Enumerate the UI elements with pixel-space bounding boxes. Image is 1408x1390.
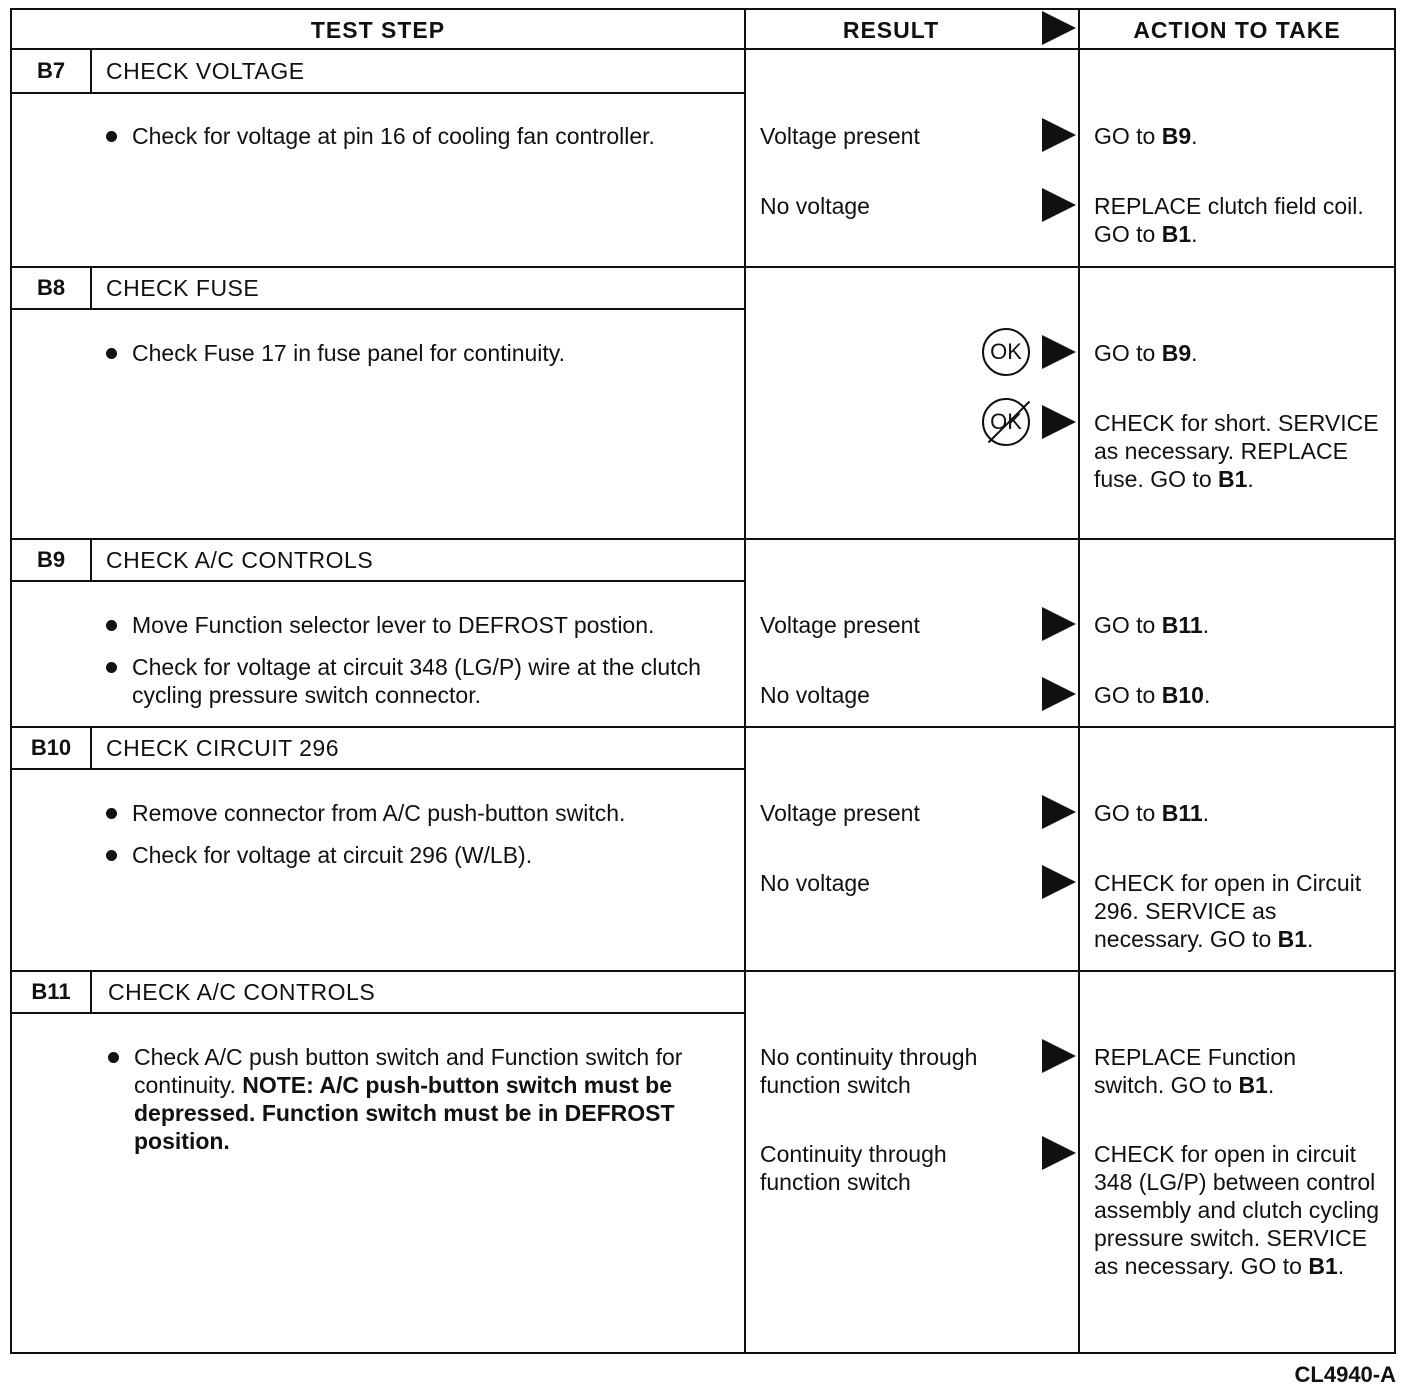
result-text: Continuity through function switch	[760, 1141, 947, 1195]
step-id: B7	[36, 58, 66, 83]
step-title: CHECK VOLTAGE	[106, 58, 305, 84]
result-text: No voltage	[760, 682, 870, 708]
result-text: Voltage present	[760, 123, 920, 149]
action-text: GO to B11.	[1094, 612, 1210, 638]
step-title: CHECK A/C CONTROLS	[108, 979, 376, 1005]
action-text: CHECK for open in Circuit 296. SERVICE as necessary. GO to B1.	[1094, 870, 1362, 952]
action-text: GO to B11.	[1094, 800, 1210, 826]
step-bullet: Check Fuse 17 in fuse panel for continuity.	[104, 339, 762, 367]
figure-code: CL4940-A	[1294, 1362, 1396, 1387]
result-arrow-icon	[1042, 1136, 1076, 1170]
result-arrow-icon	[1042, 607, 1076, 641]
header-action: ACTION TO TAKE	[1133, 17, 1341, 43]
result-text: No continuity through function switch	[760, 1044, 978, 1098]
action-text: GO to B10.	[1094, 682, 1211, 708]
step-id: B8	[36, 275, 66, 300]
action-text: CHECK for short. SERVICE as necessary. REPLACE fuse. GO to B1.	[1094, 410, 1379, 492]
action-text: REPLACE Function switch. GO to B1.	[1094, 1044, 1296, 1098]
result-arrow-icon	[1042, 677, 1076, 711]
action-text: GO to B9.	[1094, 123, 1198, 149]
step-bullet: Check A/C push button switch and Function switch for continuity. NOTE: A/C push-button switch must be depressed. Function switch must be in DEFROST position.	[106, 1043, 734, 1155]
action-text: GO to B9.	[1094, 340, 1198, 366]
result-arrow-icon	[1042, 188, 1076, 222]
step-bullet: Check for voltage at circuit 296 (W/LB).	[104, 841, 762, 869]
step-id: B11	[31, 979, 71, 1004]
action-text: REPLACE clutch field coil. GO to B1.	[1094, 193, 1364, 247]
ok-symbol: OK	[982, 328, 1030, 376]
result-arrow-icon	[1042, 118, 1076, 152]
action-text: CHECK for open in circuit 348 (LG/P) between control assembly and clutch cycling pressure switch. SERVICE as necessary. GO to B1.	[1094, 1141, 1380, 1279]
header-result: RESULT	[842, 17, 940, 43]
step-id: B10	[30, 735, 72, 760]
step-bullet: Move Function selector lever to DEFROST postion.	[104, 611, 762, 639]
header-test-step: TEST STEP	[310, 17, 446, 43]
step-title: CHECK A/C CONTROLS	[106, 547, 374, 573]
result-arrow-icon	[1042, 335, 1076, 369]
result-text: No voltage	[760, 870, 870, 896]
step-id: B9	[36, 547, 66, 572]
step-bullet: Check for voltage at pin 16 of cooling fan controller.	[104, 122, 762, 150]
step-title: CHECK CIRCUIT 296	[106, 735, 340, 761]
result-arrow-icon	[1042, 405, 1076, 439]
not-ok-symbol: OK	[982, 398, 1030, 446]
result-arrow-icon	[1042, 865, 1076, 899]
result-arrow-icon	[1042, 795, 1076, 829]
result-text: Voltage present	[760, 800, 920, 826]
result-arrow-icon	[1042, 1039, 1076, 1073]
header-arrow-icon	[1042, 11, 1076, 45]
result-text: No voltage	[760, 193, 870, 219]
step-bullet: Remove connector from A/C push-button switch.	[104, 799, 762, 827]
step-bullet: Check for voltage at circuit 348 (LG/P) wire at the clutch cycling pressure switch connector.	[104, 653, 732, 709]
result-text: Voltage present	[760, 612, 920, 638]
step-title: CHECK FUSE	[106, 275, 260, 301]
